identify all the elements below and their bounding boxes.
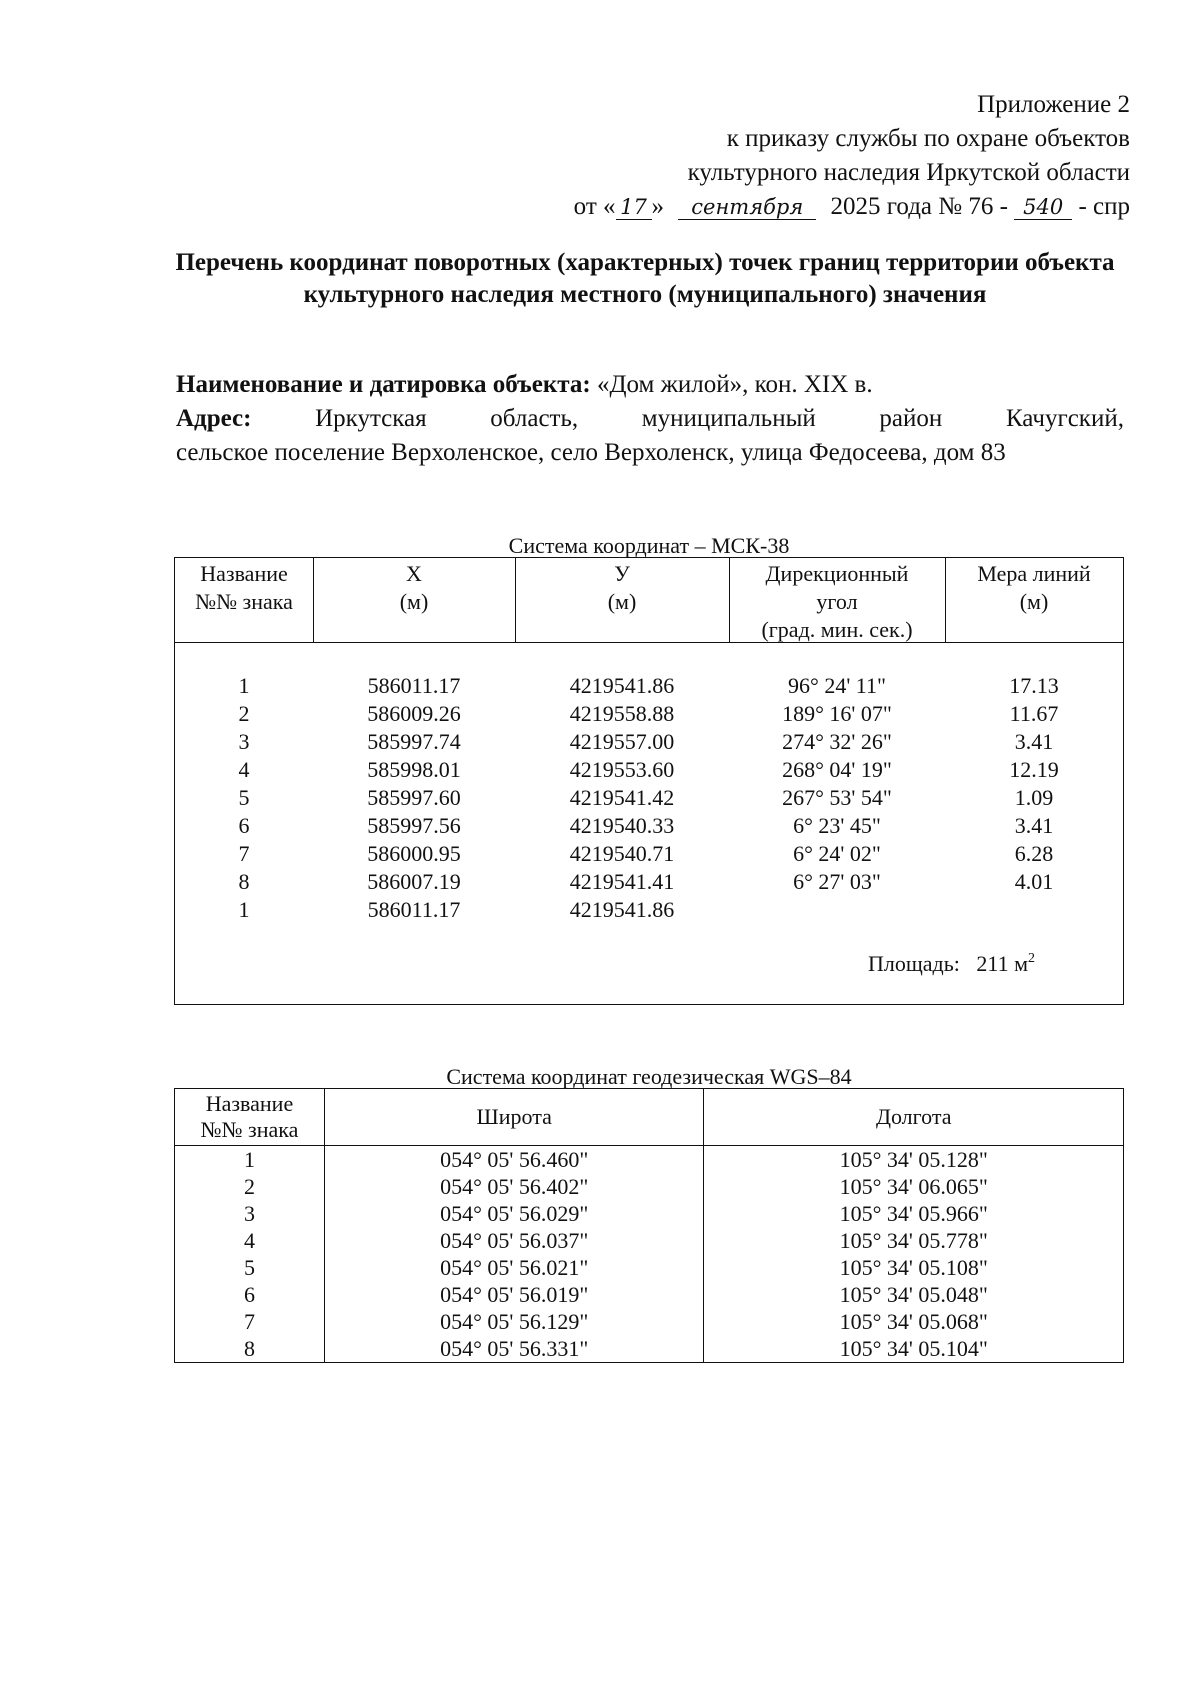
cell-angle: 274° 32' 26" — [782, 729, 892, 754]
header-text: Дирекционный — [765, 561, 909, 586]
table-row — [175, 896, 1123, 924]
column-divider — [515, 558, 516, 642]
cell-longitude: 105° 34' 05.048" — [704, 1281, 1124, 1308]
cell-angle: 6° 27' 03" — [793, 869, 881, 894]
cell-length: 3.41 — [1014, 813, 1054, 838]
cell-latitude: 054° 05' 56.037" — [324, 1227, 704, 1254]
cell-angle: 96° 24' 11" — [788, 673, 886, 698]
cell-point: 1 — [238, 673, 250, 698]
cell-x: 585997.56 — [367, 813, 461, 838]
column-divider — [729, 558, 730, 642]
cell-point: 2 — [175, 1173, 325, 1200]
object-address — [176, 402, 1124, 470]
table-row — [175, 1308, 1124, 1335]
cell-x: 585997.74 — [367, 729, 461, 754]
date-month-handwritten: сентября — [678, 195, 816, 220]
address-word: Качугский, — [1005, 405, 1124, 432]
table-row — [175, 1200, 1124, 1227]
appendix-line-2: к приказу службы по охране объектов — [726, 125, 1130, 152]
address-line-1 — [176, 402, 1124, 436]
cell-x: 585997.60 — [367, 785, 461, 810]
cell-angle: 6° 24' 02" — [793, 841, 881, 866]
cell-longitude: 105° 34' 05.128" — [704, 1146, 1124, 1174]
object-name-value: «Дом жилой», кон. XIX в. — [596, 371, 873, 398]
area-unit-superscript: 2 — [1028, 951, 1035, 966]
object-name-label: Наименование и датировка объекта: — [176, 371, 591, 398]
order-number-handwritten: 540 — [1014, 195, 1072, 220]
date-year-text: 2025 года № 76 - — [830, 193, 1008, 220]
cell-y: 4219541.86 — [569, 897, 675, 922]
table-row — [175, 728, 1123, 756]
cell-longitude: 105° 34' 05.108" — [704, 1254, 1124, 1281]
cell-point: 1 — [175, 1146, 325, 1174]
appendix-line-1: Приложение 2 — [977, 91, 1130, 118]
cell-point: 8 — [238, 869, 250, 894]
header-direction-angle — [729, 558, 945, 642]
table-row — [175, 1335, 1124, 1363]
cell-x: 586000.95 — [367, 841, 461, 866]
cell-length: 17.13 — [1009, 673, 1059, 698]
header-text: (м) — [607, 589, 637, 614]
cell-y: 4219540.71 — [569, 841, 675, 866]
cell-angle: 189° 16' 07" — [782, 701, 892, 726]
cell-point: 6 — [238, 813, 250, 838]
cell-x: 586011.17 — [367, 897, 461, 922]
table-row — [175, 1227, 1124, 1254]
cell-point: 5 — [175, 1254, 325, 1281]
cell-latitude: 054° 05' 56.402" — [324, 1173, 704, 1200]
address-word: Иркутская — [315, 405, 427, 432]
header-text: (град. мин. сек.) — [761, 617, 913, 642]
header-line-length — [945, 558, 1123, 642]
area-summary — [868, 951, 1035, 977]
cell-length: 1.09 — [1014, 785, 1054, 810]
header-text: Название — [200, 561, 288, 586]
cell-length: 3.41 — [1014, 729, 1054, 754]
object-name-line — [176, 368, 1126, 402]
cell-y: 4219558.88 — [569, 701, 675, 726]
area-value: 211 м — [976, 951, 1028, 976]
header-text: X — [406, 561, 422, 586]
cell-length: 4.01 — [1014, 869, 1054, 894]
column-divider — [945, 558, 946, 642]
header-text: №№ знака — [195, 589, 293, 614]
order-suffix: - спр — [1078, 193, 1130, 220]
cell-point: 4 — [175, 1227, 325, 1254]
cell-point: 7 — [238, 841, 250, 866]
table-row — [175, 1173, 1124, 1200]
cell-x: 585998.01 — [367, 757, 461, 782]
wgs84-coordinates-table — [174, 1088, 1124, 1363]
cell-x: 586011.17 — [367, 673, 461, 698]
cell-x: 586009.26 — [367, 701, 461, 726]
address-word: область, — [490, 405, 579, 432]
column-divider — [313, 558, 314, 642]
header-text: №№ знака — [200, 1117, 299, 1142]
address-label: Адрес: — [176, 405, 252, 432]
cell-longitude: 105° 34' 05.104" — [704, 1335, 1124, 1363]
address-line-2: сельское поселение Верхоленское, село Верхоленск, улица Федосеева, дом 83 — [176, 439, 1006, 466]
cell-length: 11.67 — [1009, 701, 1059, 726]
header-latitude: Широта — [324, 1089, 704, 1146]
cell-point: 8 — [175, 1335, 325, 1363]
cell-y: 4219541.86 — [569, 673, 675, 698]
table1-caption: Система координат – МСК-38 — [508, 533, 790, 558]
cell-point: 4 — [238, 757, 250, 782]
header-text: (м) — [399, 589, 429, 614]
appendix-line-3: культурного наследия Иркутской области — [687, 159, 1130, 186]
appendix-date-line — [574, 190, 1130, 224]
header-text: угол — [816, 589, 858, 614]
msk38-coordinates-table — [174, 557, 1124, 1005]
cell-y: 4219540.33 — [569, 813, 675, 838]
cell-point: 7 — [175, 1308, 325, 1335]
appendix-header — [574, 88, 1130, 224]
table-row — [175, 1254, 1124, 1281]
area-label: Площадь: — [867, 951, 960, 976]
cell-longitude: 105° 34' 05.068" — [704, 1308, 1124, 1335]
cell-angle: 267° 53' 54" — [782, 785, 892, 810]
cell-y: 4219541.42 — [569, 785, 675, 810]
cell-y: 4219553.60 — [569, 757, 675, 782]
date-day-handwritten: 17 — [616, 195, 652, 220]
cell-point: 6 — [175, 1281, 325, 1308]
header-text: Мера линий — [977, 561, 1091, 586]
header-text: (м) — [1019, 589, 1049, 614]
cell-longitude: 105° 34' 06.065" — [704, 1173, 1124, 1200]
header-longitude: Долгота — [704, 1089, 1124, 1146]
table2-header-row — [175, 1089, 1124, 1146]
cell-point: 3 — [175, 1200, 325, 1227]
header-y — [515, 558, 729, 642]
cell-y: 4219541.41 — [569, 869, 675, 894]
address-word: муниципальный — [641, 405, 816, 432]
address-word: район — [879, 405, 943, 432]
cell-point: 2 — [238, 701, 250, 726]
date-prefix: от « — [573, 193, 616, 220]
cell-longitude: 105° 34' 05.778" — [704, 1227, 1124, 1254]
cell-longitude: 105° 34' 05.966" — [704, 1200, 1124, 1227]
cell-point: 3 — [238, 729, 250, 754]
cell-length: 6.28 — [1014, 841, 1054, 866]
date-mid: » — [651, 193, 665, 220]
table-row — [175, 700, 1123, 728]
cell-length: 12.19 — [1009, 757, 1059, 782]
cell-latitude: 054° 05' 56.331" — [324, 1335, 704, 1363]
header-text: Название — [205, 1091, 294, 1116]
cell-latitude: 054° 05' 56.460" — [324, 1146, 704, 1174]
document-title: Перечень координат поворотных (характерных) точек границ территории объекта культурного наследия местного (муниципального) значения — [175, 249, 1115, 308]
cell-latitude: 054° 05' 56.021" — [324, 1254, 704, 1281]
table-row — [175, 868, 1123, 896]
header-text: У — [614, 561, 630, 586]
table-row — [175, 1281, 1124, 1308]
cell-point: 1 — [238, 897, 250, 922]
table-row — [175, 1146, 1124, 1174]
cell-latitude: 054° 05' 56.019" — [324, 1281, 704, 1308]
table2-caption: Система координат геодезическая WGS–84 — [446, 1064, 852, 1089]
table1-header — [175, 558, 1123, 643]
cell-point: 5 — [238, 785, 250, 810]
cell-latitude: 054° 05' 56.029" — [324, 1200, 704, 1227]
table-row — [175, 812, 1123, 840]
header-x — [313, 558, 515, 642]
cell-angle: 268° 04' 19" — [782, 757, 892, 782]
cell-angle: 6° 23' 45" — [793, 813, 881, 838]
table-row — [175, 756, 1123, 784]
cell-x: 586007.19 — [367, 869, 461, 894]
cell-y: 4219557.00 — [569, 729, 675, 754]
header-point-name — [175, 1089, 325, 1146]
header-point-name — [175, 558, 313, 642]
table-row — [175, 840, 1123, 868]
cell-latitude: 054° 05' 56.129" — [324, 1308, 704, 1335]
table-row — [175, 672, 1123, 700]
table-row — [175, 784, 1123, 812]
